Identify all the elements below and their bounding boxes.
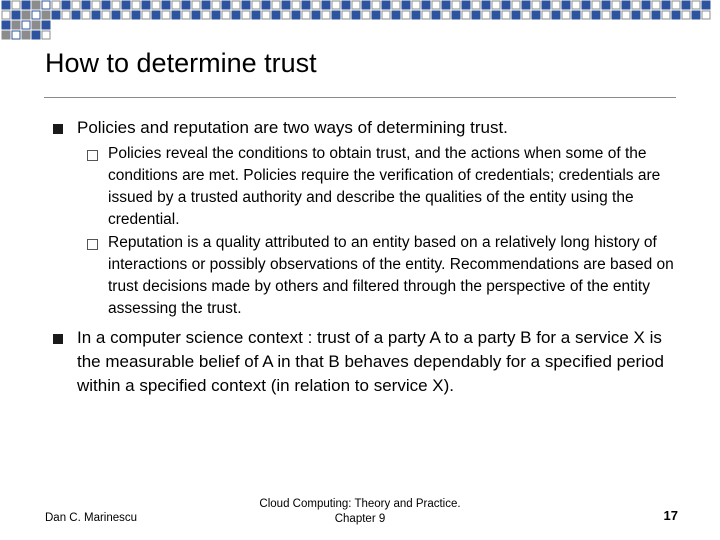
deco-square — [332, 1, 340, 9]
deco-square — [52, 1, 60, 9]
deco-square — [422, 1, 430, 9]
deco-square — [562, 1, 570, 9]
deco-square — [362, 11, 370, 19]
deco-square — [612, 11, 620, 19]
deco-square — [102, 11, 110, 19]
deco-square — [192, 11, 200, 19]
deco-square — [692, 11, 700, 19]
deco-square — [42, 11, 50, 19]
deco-square — [632, 11, 640, 19]
deco-square — [282, 1, 290, 9]
deco-square — [602, 11, 610, 19]
deco-square — [352, 11, 360, 19]
deco-square — [252, 11, 260, 19]
deco-square — [272, 1, 280, 9]
deco-square — [72, 1, 80, 9]
deco-square — [232, 1, 240, 9]
deco-square — [32, 1, 40, 9]
deco-square — [682, 11, 690, 19]
deco-square — [552, 11, 560, 19]
deco-square — [232, 11, 240, 19]
deco-square — [112, 11, 120, 19]
deco-square — [12, 31, 20, 39]
deco-square — [42, 31, 50, 39]
deco-square — [62, 1, 70, 9]
deco-square — [672, 1, 680, 9]
deco-square — [152, 11, 160, 19]
deco-square — [22, 11, 30, 19]
deco-square — [282, 11, 290, 19]
deco-square — [662, 11, 670, 19]
deco-square — [492, 11, 500, 19]
deco-square — [182, 11, 190, 19]
square-bullet-icon — [53, 334, 63, 344]
deco-square — [262, 11, 270, 19]
deco-square — [432, 1, 440, 9]
deco-square — [442, 11, 450, 19]
deco-square — [12, 21, 20, 29]
bullet-text: In a computer science context : trust of a party A to a party B for a service X is the measurable belief of A in that B behaves dependably for a specified period within a specified context (in relation to service X). — [77, 328, 664, 395]
deco-square — [612, 1, 620, 9]
deco-square — [422, 11, 430, 19]
deco-square — [502, 11, 510, 19]
deco-square — [92, 11, 100, 19]
sub-bullet-text: Policies reveal the conditions to obtain trust, and the actions when some of the conditions are met. Policies require the verification of credentials; credentials are issued by a trusted authority and describe the qualities of the entity using the credential. — [108, 145, 661, 228]
footer-chapter: Chapter 9 — [334, 513, 386, 525]
deco-square — [622, 1, 630, 9]
deco-square — [212, 11, 220, 19]
deco-square — [322, 11, 330, 19]
deco-square — [512, 11, 520, 19]
deco-square — [62, 11, 70, 19]
deco-square — [182, 1, 190, 9]
deco-square — [452, 1, 460, 9]
deco-square — [372, 1, 380, 9]
deco-square — [352, 1, 360, 9]
deco-square — [312, 1, 320, 9]
deco-square — [102, 1, 110, 9]
deco-square — [32, 21, 40, 29]
deco-square — [382, 11, 390, 19]
deco-square — [362, 1, 370, 9]
deco-square — [172, 11, 180, 19]
deco-square — [82, 11, 90, 19]
deco-square — [532, 11, 540, 19]
deco-square — [122, 1, 130, 9]
checkered-decoration — [0, 0, 720, 40]
deco-square — [642, 11, 650, 19]
deco-square — [462, 1, 470, 9]
deco-square — [212, 1, 220, 9]
deco-square — [302, 11, 310, 19]
deco-square — [412, 11, 420, 19]
deco-square — [522, 11, 530, 19]
deco-square — [592, 1, 600, 9]
deco-square — [702, 11, 710, 19]
footer-author: Dan C. Marinescu — [45, 512, 138, 524]
deco-square — [442, 1, 450, 9]
deco-square — [592, 11, 600, 19]
deco-square — [12, 11, 20, 19]
deco-square — [262, 1, 270, 9]
deco-square — [402, 11, 410, 19]
deco-square — [692, 1, 700, 9]
deco-square — [342, 11, 350, 19]
deco-square — [342, 1, 350, 9]
deco-square — [172, 1, 180, 9]
slide-title: How to determine trust — [45, 48, 317, 78]
deco-square — [152, 1, 160, 9]
footer-book-title: Cloud Computing: Theory and Practice. — [259, 498, 461, 510]
deco-square — [532, 1, 540, 9]
deco-square — [82, 1, 90, 9]
deco-square — [192, 1, 200, 9]
deco-square — [222, 1, 230, 9]
deco-square — [662, 1, 670, 9]
deco-square — [2, 31, 10, 39]
deco-square — [242, 11, 250, 19]
deco-square — [482, 1, 490, 9]
deco-square — [22, 21, 30, 29]
deco-square — [622, 11, 630, 19]
deco-square — [272, 11, 280, 19]
deco-square — [652, 1, 660, 9]
deco-square — [332, 11, 340, 19]
deco-square — [462, 11, 470, 19]
deco-square — [42, 1, 50, 9]
deco-square — [202, 1, 210, 9]
deco-square — [202, 11, 210, 19]
deco-square — [162, 1, 170, 9]
deco-square — [42, 21, 50, 29]
deco-square — [502, 1, 510, 9]
deco-square — [582, 11, 590, 19]
deco-square — [562, 11, 570, 19]
deco-square — [522, 1, 530, 9]
deco-square — [142, 1, 150, 9]
deco-square — [22, 1, 30, 9]
page-number: 17 — [663, 508, 678, 523]
deco-square — [292, 1, 300, 9]
sub-bullet-text: Reputation is a quality attributed to an entity based on a relatively long history of interactions or possibly observations of the entity. Recommendations are based on trust decisions made by others and filtered through the perspective of the entity assessing the trust. — [108, 234, 674, 317]
deco-square — [222, 11, 230, 19]
deco-square — [2, 21, 10, 29]
deco-square — [632, 1, 640, 9]
deco-square — [572, 1, 580, 9]
deco-square — [412, 1, 420, 9]
deco-square — [542, 1, 550, 9]
deco-square — [702, 1, 710, 9]
deco-square — [602, 1, 610, 9]
title-divider — [44, 97, 676, 98]
deco-square — [2, 11, 10, 19]
deco-square — [682, 1, 690, 9]
deco-square — [432, 11, 440, 19]
deco-square — [402, 1, 410, 9]
deco-square — [512, 1, 520, 9]
deco-square — [472, 1, 480, 9]
deco-square — [472, 11, 480, 19]
deco-square — [252, 1, 260, 9]
deco-square — [72, 11, 80, 19]
deco-square — [642, 1, 650, 9]
deco-square — [132, 11, 140, 19]
deco-square — [312, 11, 320, 19]
deco-square — [392, 1, 400, 9]
deco-square — [572, 11, 580, 19]
deco-square — [52, 11, 60, 19]
deco-square — [482, 11, 490, 19]
deco-square — [132, 1, 140, 9]
deco-square — [292, 11, 300, 19]
deco-square — [322, 1, 330, 9]
deco-square — [392, 11, 400, 19]
deco-square — [162, 11, 170, 19]
checkbox-bullet-icon — [87, 150, 98, 161]
square-bullet-icon — [53, 124, 63, 134]
deco-square — [142, 11, 150, 19]
deco-square — [2, 1, 10, 9]
checkbox-bullet-icon — [87, 239, 98, 250]
deco-square — [372, 11, 380, 19]
deco-square — [122, 11, 130, 19]
deco-square — [492, 1, 500, 9]
deco-square — [552, 1, 560, 9]
deco-square — [242, 1, 250, 9]
deco-square — [112, 1, 120, 9]
deco-square — [452, 11, 460, 19]
deco-square — [22, 31, 30, 39]
bullet-text: Policies and reputation are two ways of determining trust. — [77, 118, 508, 137]
deco-square — [542, 11, 550, 19]
deco-square — [382, 1, 390, 9]
deco-square — [12, 1, 20, 9]
deco-square — [302, 1, 310, 9]
deco-square — [672, 11, 680, 19]
deco-square — [652, 11, 660, 19]
footer-book — [200, 497, 520, 527]
deco-square — [582, 1, 590, 9]
deco-square — [92, 1, 100, 9]
deco-square — [32, 31, 40, 39]
deco-square — [32, 11, 40, 19]
